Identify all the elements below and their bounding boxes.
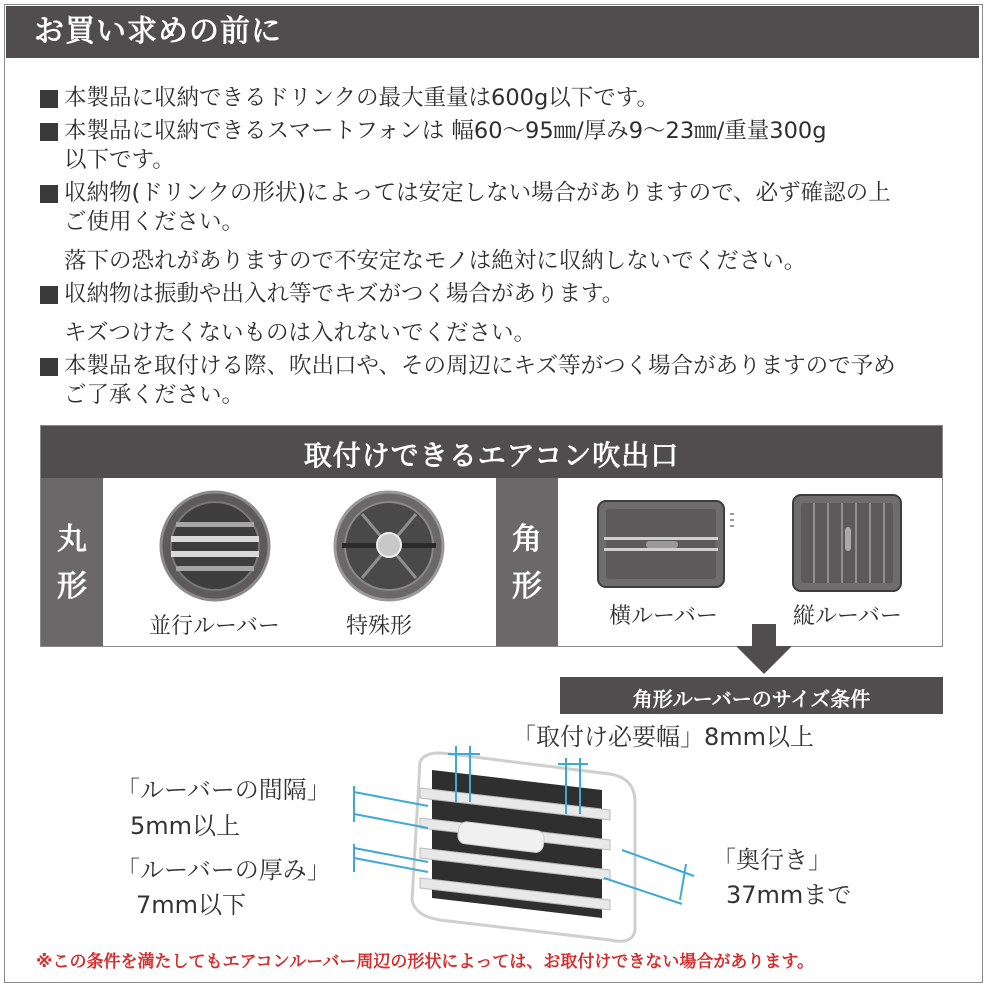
size-conditions-label <box>560 677 943 714</box>
notes-list <box>40 84 950 414</box>
depth-value: 37mmまで <box>726 881 852 909</box>
parallel-louver-caption: 並行ルーバー <box>149 614 280 639</box>
compatible-vents-panel <box>40 425 943 647</box>
square-char-2: 形 <box>512 569 542 604</box>
round-parallel-louver-icon <box>158 489 272 603</box>
note-line: ご使用ください。 <box>64 209 245 235</box>
special-louver-caption: 特殊形 <box>346 614 413 639</box>
louver-thickness-title: 「ルーバーの厚み」 <box>116 856 331 884</box>
louver-size-diagram <box>340 740 710 950</box>
louver-gap-title: 「ルーバーの間隔」 <box>116 776 331 804</box>
note-item <box>40 352 950 410</box>
depth-title: 「奥行き」 <box>712 846 832 874</box>
round-char-2: 形 <box>57 569 87 604</box>
louver-gap-value: 5mm以上 <box>130 812 241 840</box>
louver-thickness-value: 7mm以下 <box>136 891 247 919</box>
square-horizontal-louver-icon <box>596 499 736 591</box>
square-bullet-icon <box>40 123 58 141</box>
square-char-1: 角 <box>512 522 542 557</box>
warning-footnote: ※この条件を満たしてもエアコンルーバー周辺の形状によっては、お取付けできない場合があります。 <box>36 952 815 972</box>
note-item <box>40 84 950 113</box>
size-conditions-title: 角形ルーバーのサイズ条件 <box>632 687 871 711</box>
square-bullet-icon <box>40 90 58 108</box>
square-vertical-louver-icon <box>791 493 903 593</box>
horizontal-louver-caption: 横ルーバー <box>609 604 718 629</box>
note-line: 以下です。 <box>64 147 175 173</box>
down-arrow-icon <box>736 624 792 676</box>
round-special-louver-icon <box>332 489 446 603</box>
note-line: 本製品を取付ける際、吹出口や、その周辺にキズ等がつく場合がありますので予め <box>64 353 896 379</box>
vents-panel-header <box>41 426 942 478</box>
square-bullet-icon <box>40 185 58 203</box>
round-char-1: 丸 <box>57 522 87 557</box>
vertical-louver-caption: 縦ルーバー <box>793 604 902 629</box>
note-line: 収納物(ドリンクの形状)によっては安定しない場合がありますので、必ず確認の上 <box>64 180 891 206</box>
note-line: 収納物は振動や出入れ等でキズがつく場合があります。 <box>64 281 625 307</box>
round-type-label <box>41 478 103 646</box>
note-item <box>40 117 950 175</box>
note-line: キズつけたくないものは入れないでください。 <box>64 320 537 346</box>
note-item <box>40 280 950 348</box>
note-line: ご了承ください。 <box>64 382 245 408</box>
note-line: 落下の恐れがありますので不安定なモノは絶対に収納しないでください。 <box>64 248 807 274</box>
page-title: お買い求めの前に <box>34 14 282 49</box>
square-type-label <box>496 478 558 646</box>
square-bullet-icon <box>40 358 58 376</box>
note-item <box>40 179 950 276</box>
vents-panel-title: 取付けできるエアコン吹出口 <box>303 439 680 472</box>
square-bullet-icon <box>40 286 58 304</box>
page-header <box>6 6 979 58</box>
note-line: 本製品に収納できるドリンクの最大重量は600g以下です。 <box>64 85 659 111</box>
required-width-text: 「取付け必要幅」8mm以上 <box>512 723 815 751</box>
note-line: 本製品に収納できるスマートフォンは 幅60～95㎜/厚み9～23㎜/重量300g <box>64 118 827 144</box>
